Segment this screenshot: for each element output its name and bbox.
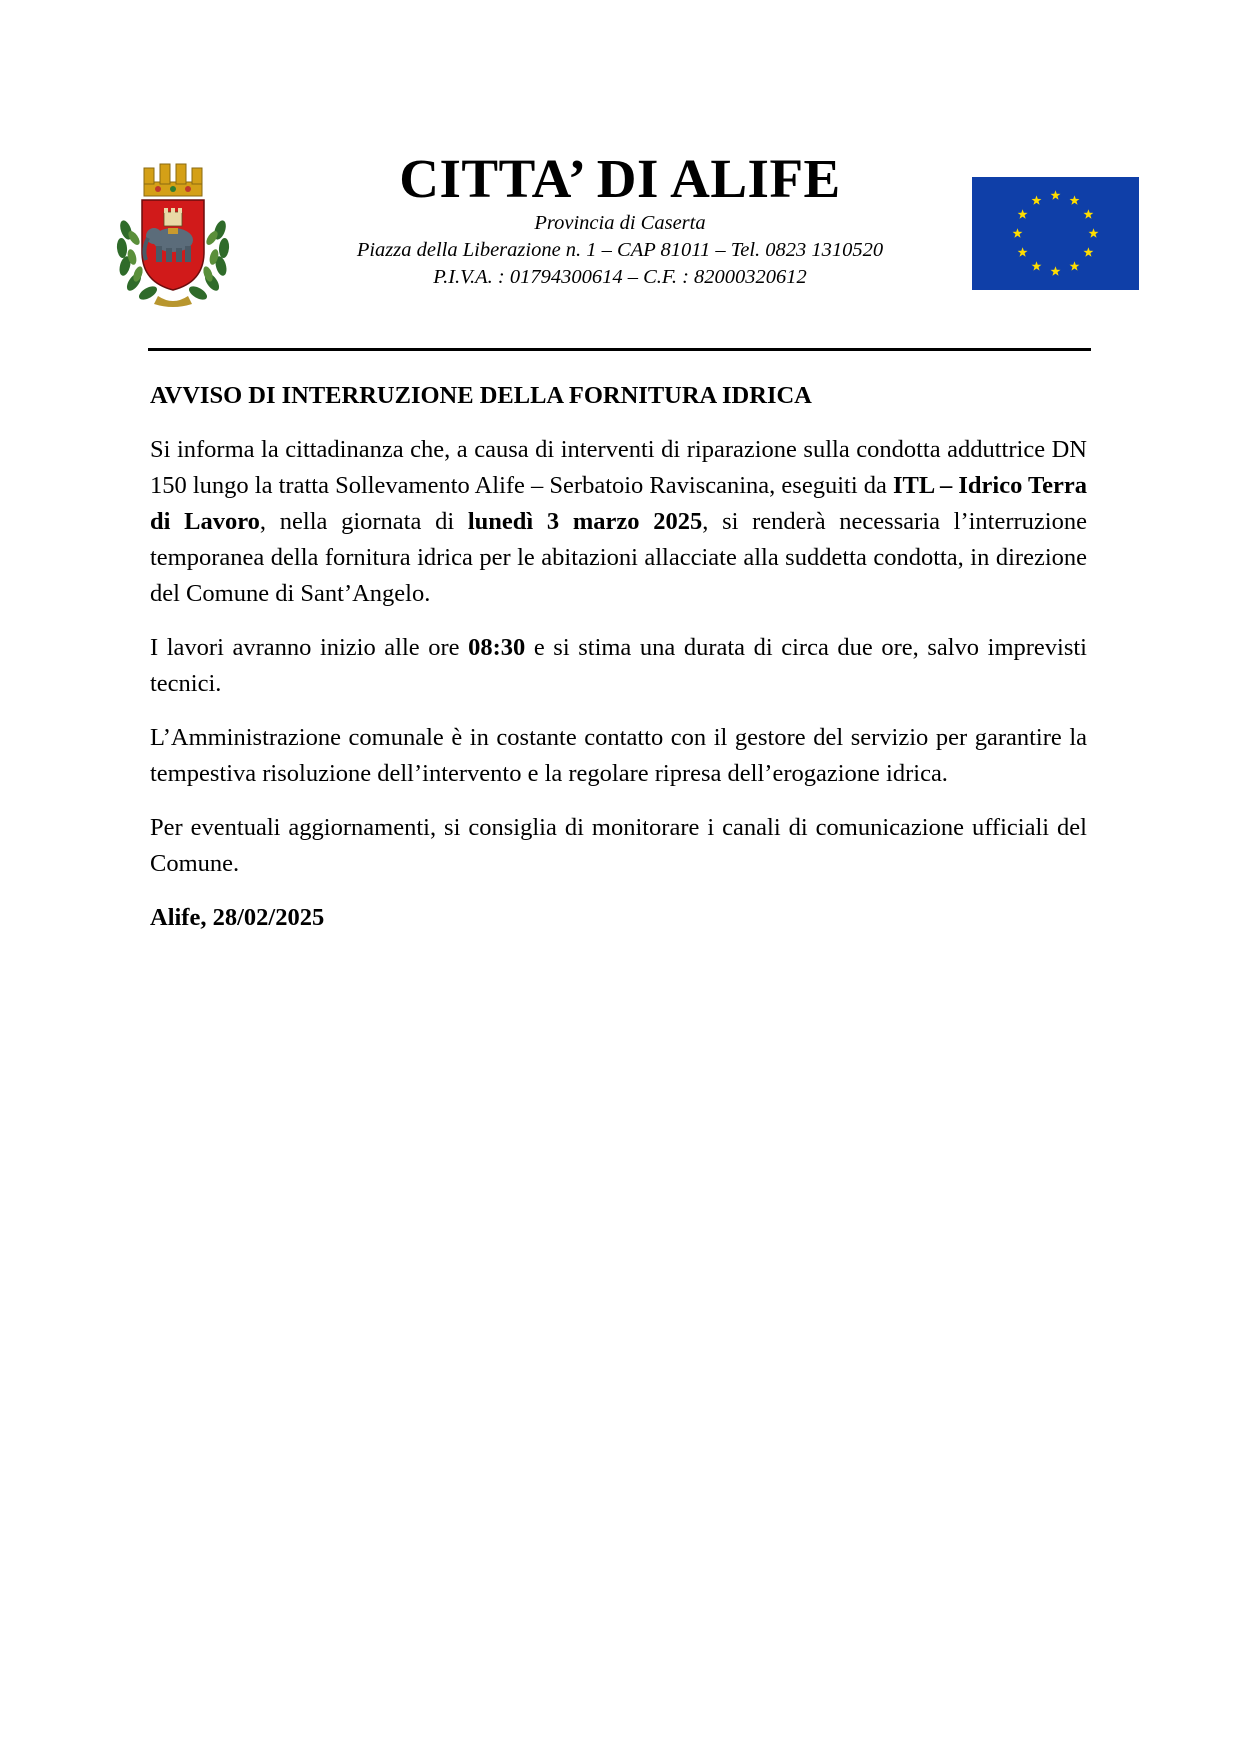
eu-flag-icon <box>972 177 1139 290</box>
p2-end: e si stima una durata di circa due ore, salvo imprevisti tecnici. <box>150 634 1087 697</box>
province-line: Provincia di Caserta <box>534 212 706 234</box>
notice-body <box>150 378 1087 936</box>
header-divider <box>148 348 1091 351</box>
operator-name: ITL – Idrico Terra di Lavoro <box>150 472 1087 535</box>
header-block <box>300 148 940 291</box>
start-time: 08:30 <box>468 634 526 661</box>
tax-id-line: P.I.V.A. : 01794300614 – C.F. : 82000320612 <box>433 266 807 288</box>
notice-title: AVVISO DI INTERRUZIONE DELLA FORNITURA IDRICA <box>150 382 812 409</box>
p2-intro: I lavori avranno inizio alle ore <box>150 634 469 661</box>
paragraph-4: Per eventuali aggiornamenti, si consiglia di monitorare i canali di comunicazione ufficiali del Comune. <box>150 814 1087 877</box>
p1-end: , si renderà necessaria l’interruzione temporanea della fornitura idrica per le abitazioni allacciate alla suddetta condotta, in direzione del Comune di Sant’Angelo. <box>150 508 1087 607</box>
paragraph-1 <box>150 432 1087 612</box>
place-date: Alife, 28/02/2025 <box>150 904 325 931</box>
address-line: Piazza della Liberazione n. 1 – CAP 81011 – Tel. 0823 1310520 <box>356 239 884 261</box>
p1-mid: , nella giornata di <box>259 508 468 535</box>
paragraph-3: L’Amministrazione comunale è in costante contatto con il gestore del servizio per garantire la tempestiva risoluzione dell’intervento e la regolare ripresa dell’erogazione idrica. <box>150 724 1087 787</box>
interruption-date: lunedì 3 marzo 2025 <box>467 508 703 535</box>
city-title: CITTA’ DI ALIFE <box>399 148 841 209</box>
municipal-crest-icon <box>112 160 234 308</box>
paragraph-2 <box>150 630 1087 702</box>
p1-intro: Si informa la cittadinanza che, a causa di interventi di riparazione sulla condotta adduttrice DN 150 lungo la tratta Sollevamento Alife – Serbatoio Raviscanina, eseguiti da <box>150 436 1087 499</box>
